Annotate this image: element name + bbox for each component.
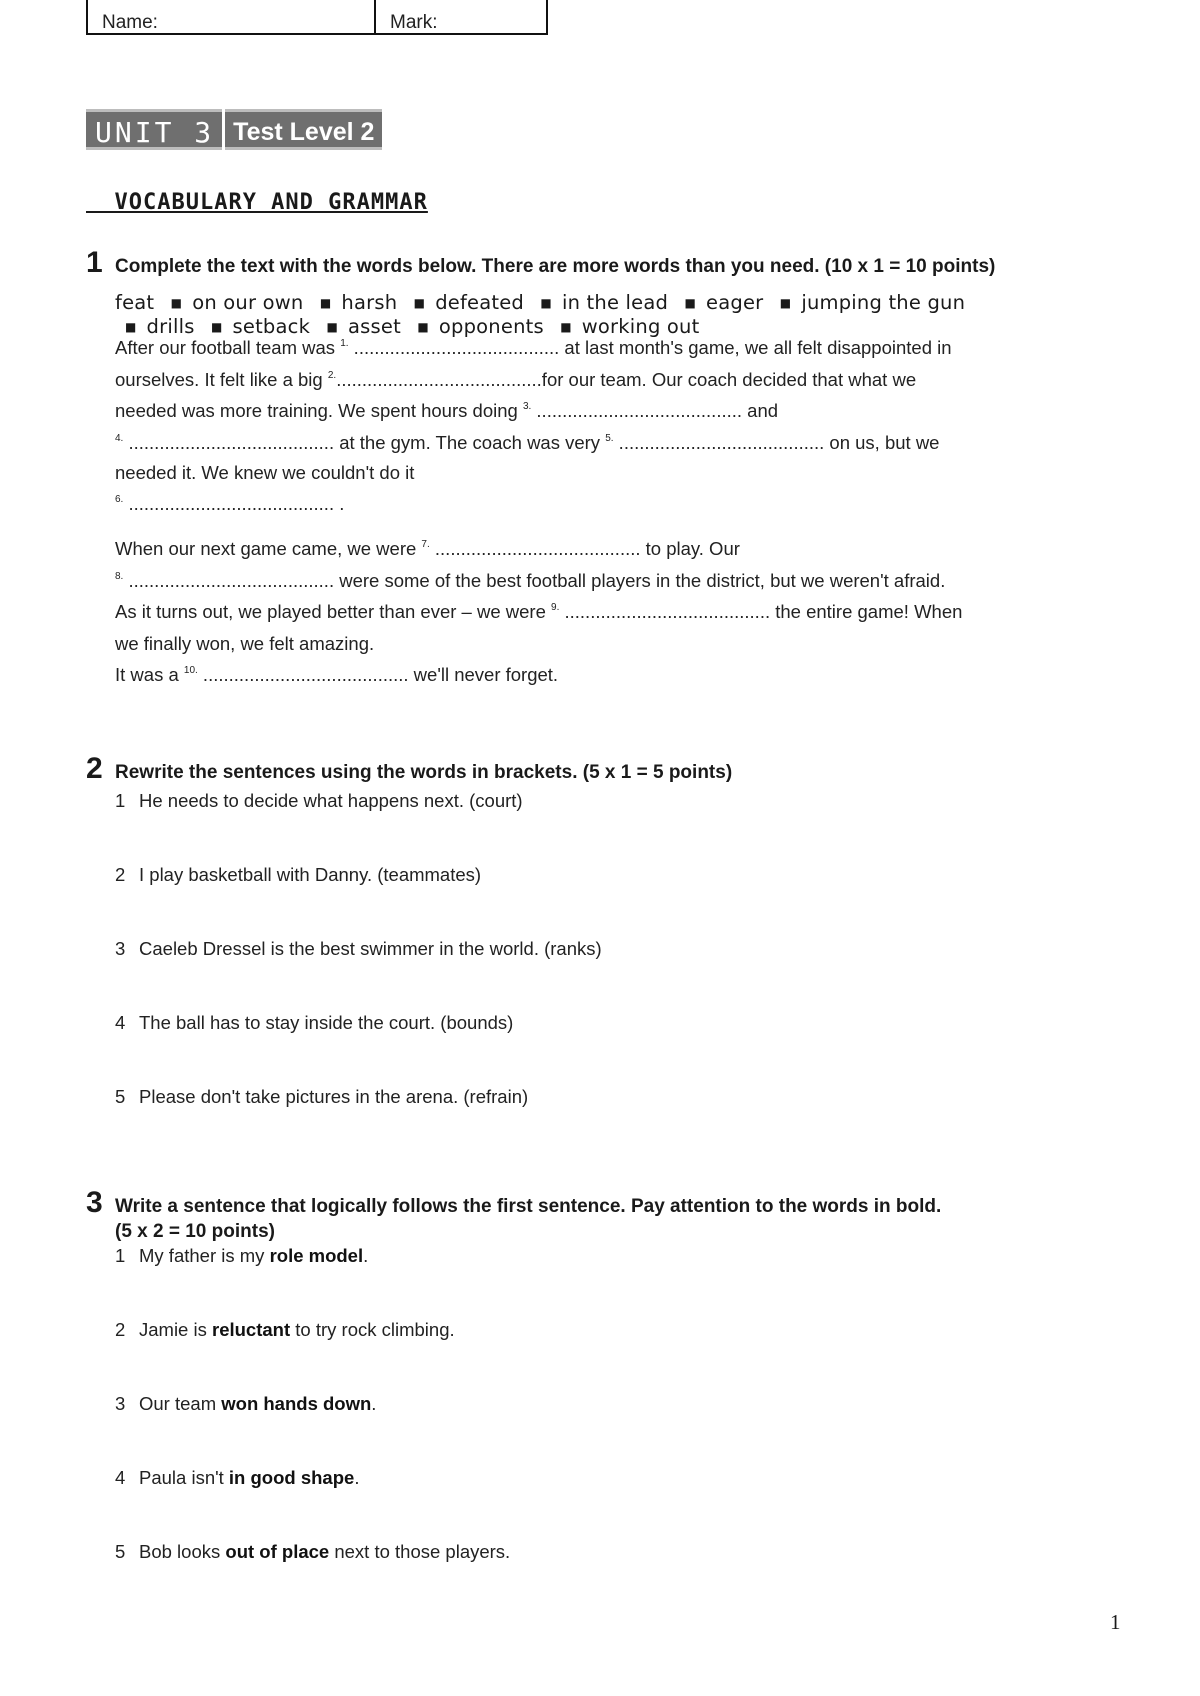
word-bank-separator-icon: ■ [326, 320, 339, 334]
gap-number: 6. [115, 494, 124, 505]
exercise-1-line [115, 664, 558, 686]
item-text: Please don't take pictures in the arena. (refrain) [139, 1086, 529, 1107]
exercise-3-item [115, 1541, 510, 1563]
item-number: 5 [115, 1541, 126, 1562]
gap-number: 7. [421, 539, 430, 550]
word-bank-word: feat [115, 291, 155, 314]
gap-dots: ........................................ at last month's game, we all felt disappointed in [348, 337, 952, 358]
line-text: When our next game came, we were [115, 538, 422, 559]
page-number: 1 [1110, 1610, 1121, 1634]
exercise-1-line [115, 633, 374, 655]
gap-number: 5. [605, 433, 614, 444]
gap-number: 3. [522, 401, 532, 412]
gap-dots: ........................................ the entire game! When [559, 601, 963, 622]
name-cell[interactable] [88, 0, 376, 33]
word-bank-separator-icon: ■ [319, 296, 332, 310]
item-text: Caeleb Dressel is the best swimmer in the world. (ranks) [139, 938, 602, 959]
line-text: needed was more training. We spent hours doing [115, 400, 523, 421]
item-bold-phrase: role model [269, 1245, 364, 1266]
gap-number: 2. [327, 370, 337, 381]
word-bank-separator-icon: ■ [170, 296, 183, 310]
unit-header [86, 109, 382, 150]
gap-dots: ........................................ on us, but we [613, 432, 940, 453]
item-text: I play basketball with Danny. (teammates) [139, 864, 482, 885]
word-bank-word: opponents [438, 315, 544, 338]
exercise-1-line [115, 493, 344, 515]
exercise-1-line [115, 369, 916, 391]
gap-number: 1. [340, 338, 349, 349]
exercise-2-instruction: Rewrite the sentences using the words in brackets. (5 x 1 = 5 points) [115, 762, 733, 783]
item-text: . [371, 1393, 377, 1414]
word-bank-word: on our own [192, 291, 304, 314]
word-bank-word: harsh [341, 291, 398, 314]
item-text: to try rock climbing. [290, 1319, 455, 1340]
item-number: 1 [115, 790, 126, 811]
exercise-1-line [115, 462, 414, 484]
gap-dots: ........................................ . [123, 493, 345, 514]
exercise-1-line [115, 601, 962, 623]
word-bank-word: asset [348, 315, 401, 338]
word-bank-separator-icon: ■ [210, 320, 223, 334]
exercise-2-item [115, 864, 481, 886]
item-bold-phrase: out of place [225, 1541, 330, 1562]
gap-number: 10. [183, 665, 198, 676]
exercise-1-line [115, 400, 778, 422]
exercise-3-instruction-line-2: (5 x 2 = 10 points) [115, 1221, 275, 1242]
item-number: 2 [115, 1319, 126, 1340]
exercise-3-item [115, 1393, 376, 1415]
word-bank-word: defeated [435, 291, 525, 314]
exercise-1-line [115, 337, 952, 359]
mark-label: Mark: [390, 12, 438, 33]
word-bank-word: drills [146, 315, 195, 338]
exercise-2-item [115, 1086, 528, 1108]
exercise-1-line [115, 570, 945, 592]
item-text: Jamie is [139, 1319, 212, 1340]
item-text: Our team [139, 1393, 222, 1414]
word-bank-separator-icon: ■ [684, 296, 697, 310]
line-text: needed it. We knew we couldn't do it [115, 462, 415, 483]
unit-label: UNIT 3 [86, 109, 222, 150]
name-mark-box [86, 0, 548, 35]
gap-dots: ........................................ we'll never forget. [197, 664, 559, 685]
word-bank-separator-icon: ■ [413, 296, 426, 310]
word-bank-word: in the lead [561, 291, 669, 314]
word-bank-separator-icon: ■ [540, 296, 552, 310]
gap-dots: ........................................ were some of the best football players in the district, but we weren't afraid. [123, 570, 946, 591]
word-bank-word: working out [581, 315, 700, 338]
item-text: Paula isn't [139, 1467, 229, 1488]
item-text: . [354, 1467, 360, 1488]
item-number: 3 [115, 938, 126, 959]
exercise-3-item [115, 1245, 368, 1267]
name-label: Name: [102, 12, 158, 33]
word-bank-word: setback [232, 315, 311, 338]
line-text: After our football team was [115, 337, 341, 358]
item-bold-phrase: reluctant [212, 1319, 291, 1340]
test-level-label: Test Level 2 [225, 109, 382, 150]
word-bank-separator-icon: ■ [125, 320, 137, 334]
line-text: we finally won, we felt amazing. [115, 633, 375, 654]
exercise-2-item [115, 790, 523, 812]
gap-dots: ........................................ at the gym. The coach was very [123, 432, 606, 453]
item-number: 5 [115, 1086, 126, 1107]
exercise-1-line [115, 538, 740, 560]
item-number: 2 [115, 864, 126, 885]
gap-number: 8. [115, 571, 124, 582]
word-bank [115, 291, 1035, 339]
item-number: 3 [115, 1393, 126, 1414]
gap-dots: ........................................ to play. Our [429, 538, 740, 559]
item-number: 4 [115, 1467, 126, 1488]
exercise-3-number: 3 [86, 1186, 103, 1219]
gap-number: 4. [115, 433, 124, 444]
word-bank-word: eager [706, 291, 764, 314]
item-number: 4 [115, 1012, 126, 1033]
item-bold-phrase: in good shape [228, 1467, 355, 1488]
exercise-1-line [115, 432, 939, 454]
exercise-3-instruction-line-1: Write a sentence that logically follows the first sentence. Pay attention to the words in bold. [115, 1196, 942, 1217]
item-text: Bob looks [139, 1541, 226, 1562]
exercise-3-item [115, 1467, 359, 1489]
word-bank-word: jumping the gun [801, 291, 966, 314]
item-text: He needs to decide what happens next. (court) [139, 790, 523, 811]
line-text: As it turns out, we played better than ever – we were [115, 601, 552, 622]
exercise-2-item [115, 1012, 513, 1034]
item-number: 1 [115, 1245, 126, 1266]
exercise-2-item [115, 938, 602, 960]
exercise-3-instruction [115, 1194, 1015, 1244]
section-title: VOCABULARY AND GRAMMAR [86, 190, 428, 215]
line-text: It was a [115, 664, 184, 685]
item-text: . [363, 1245, 369, 1266]
item-text: My father is my [139, 1245, 270, 1266]
exercise-2-number: 2 [86, 752, 103, 785]
exercise-3-item [115, 1319, 455, 1341]
gap-dots: ........................................ and [531, 400, 779, 421]
gap-number: 9. [551, 602, 560, 613]
item-text: next to those players. [329, 1541, 511, 1562]
exercise-1-number: 1 [86, 246, 103, 279]
word-bank-separator-icon: ■ [560, 320, 572, 334]
line-text: ourselves. It felt like a big [115, 369, 328, 390]
item-bold-phrase: won hands down [221, 1393, 372, 1414]
exercise-1-instruction: Complete the text with the words below. There are more words than you need. (10 x 1 = 10 points) [115, 256, 996, 277]
item-text: The ball has to stay inside the court. (bounds) [139, 1012, 514, 1033]
gap-dots: ........................................for our team. Our coach decided that what we [336, 369, 917, 390]
word-bank-separator-icon: ■ [417, 320, 429, 334]
word-bank-separator-icon: ■ [779, 296, 792, 310]
